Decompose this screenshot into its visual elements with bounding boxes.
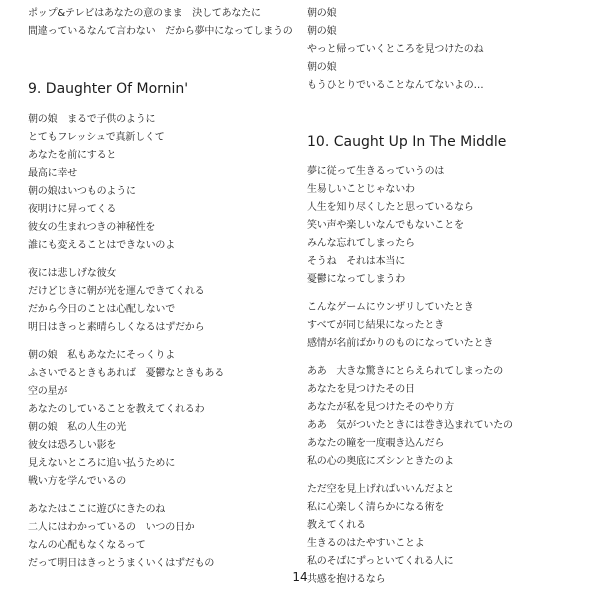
lyric-line: 彼女の生まれつきの神秘性を <box>28 222 156 233</box>
lyric-line: 朝の娘はいつものように <box>28 186 136 197</box>
lyric-line: 朝の娘 私の人生の光 <box>28 422 126 433</box>
lyric-line: とてもフレッシュで真新しくて <box>28 132 165 143</box>
lyric-line: 私に心楽しく清らかになる術を <box>307 502 445 513</box>
intro-line: ポップ&テレビはあなたの意のまま 決してあなたに <box>28 8 261 19</box>
lyric-line: 朝の娘 まるで子供のように <box>28 114 156 125</box>
lyric-line: もうひとりでいることなんてないよの… <box>307 80 484 91</box>
lyric-line: 誰にも変えることはできないのよ <box>28 240 175 251</box>
lyric-line: やっと帰っていくところを見つけたのね <box>307 44 484 55</box>
lyric-line: 明日はきっと素晴らしくなるはずだから <box>28 322 205 333</box>
lyric-line: 夢に従って生きるっていうのは <box>307 166 445 177</box>
lyric-line: 共感を抱けるなら <box>307 574 386 585</box>
lyric-line: 戦い方を学んでいるの <box>28 476 126 487</box>
lyric-line: 生易しいことじゃないわ <box>307 184 415 195</box>
lyric-line: あなたの瞳を一度覗き込んだら <box>307 438 445 449</box>
lyric-line: あなたを見つけたその日 <box>307 384 415 395</box>
lyric-line: 人生を知り尽くしたと思っているなら <box>307 202 474 213</box>
lyric-line: 二人にはわかっているの いつの日か <box>28 522 195 533</box>
lyric-line: 彼女は恐ろしい影を <box>28 440 117 451</box>
lyric-line: ふさいでるときもあれば 憂鬱なときもある <box>28 368 224 379</box>
lyric-line: あなたを前にすると <box>28 150 117 161</box>
lyric-line: なんの心配もなくなるって <box>28 540 146 551</box>
lyric-line: あなたはここに遊びにきたのね <box>28 504 166 515</box>
lyric-line: こんなゲームにウンザリしていたとき <box>307 302 474 313</box>
lyric-line: 夜明けに昇ってくる <box>28 204 117 215</box>
lyric-line: ああ 気がついたときには巻き込まれていたの <box>307 420 513 431</box>
page-number: 14 <box>292 570 308 584</box>
lyric-line: 生きるのはたやすいことよ <box>307 538 425 549</box>
intro-line: 間違っているなんて言わない だから夢中になってしまうの <box>28 26 293 37</box>
lyric-line: あなたのしていることを教えてくれるわ <box>28 404 205 415</box>
song-10-title: 10. Caught Up In The Middle <box>307 134 507 150</box>
lyric-line: 教えてくれる <box>307 520 366 531</box>
lyric-line: 朝の娘 <box>307 8 337 19</box>
lyric-line: 感情が名前ばかりのものになっていたとき <box>307 338 494 349</box>
lyric-line: 笑い声や楽しいなんでもないことを <box>307 220 464 231</box>
lyric-line: 私の心の奥底にズシンときたのよ <box>307 456 454 467</box>
lyric-line: 朝の娘 <box>307 62 337 73</box>
lyric-line: 私のそばにずっといてくれる人に <box>307 556 454 567</box>
lyric-line: 朝の娘 私もあなたにそっくりよ <box>28 350 175 361</box>
lyric-line: 見えないところに追い払うために <box>28 458 175 469</box>
lyric-line: みんな忘れてしまったら <box>307 238 415 249</box>
lyric-line: 憂鬱になってしまうわ <box>307 274 405 285</box>
song-9-title: 9. Daughter Of Mornin' <box>28 81 189 97</box>
lyric-line: 最高に幸せ <box>28 168 77 179</box>
lyric-line: そうね それは本当に <box>307 256 405 267</box>
lyric-line: ああ 大きな驚きにとらえられてしまったの <box>307 366 503 377</box>
lyric-line: すべてが同じ結果になったとき <box>307 320 444 331</box>
lyric-line: ただ空を見上げればいいんだよと <box>307 484 454 495</box>
lyric-line: だから今日のことは心配しないで <box>28 304 175 315</box>
lyric-line: 夜には悲しげな彼女 <box>28 268 117 279</box>
lyric-line: だって明日はきっとうまくいくはずだもの <box>28 558 215 569</box>
lyric-line: だけどじきに朝が光を運んできてくれる <box>28 286 205 297</box>
lyric-line: あなたが私を見つけたそのやり方 <box>307 402 454 413</box>
lyric-line: 朝の娘 <box>307 26 337 37</box>
lyric-line: 空の星が <box>28 386 68 397</box>
